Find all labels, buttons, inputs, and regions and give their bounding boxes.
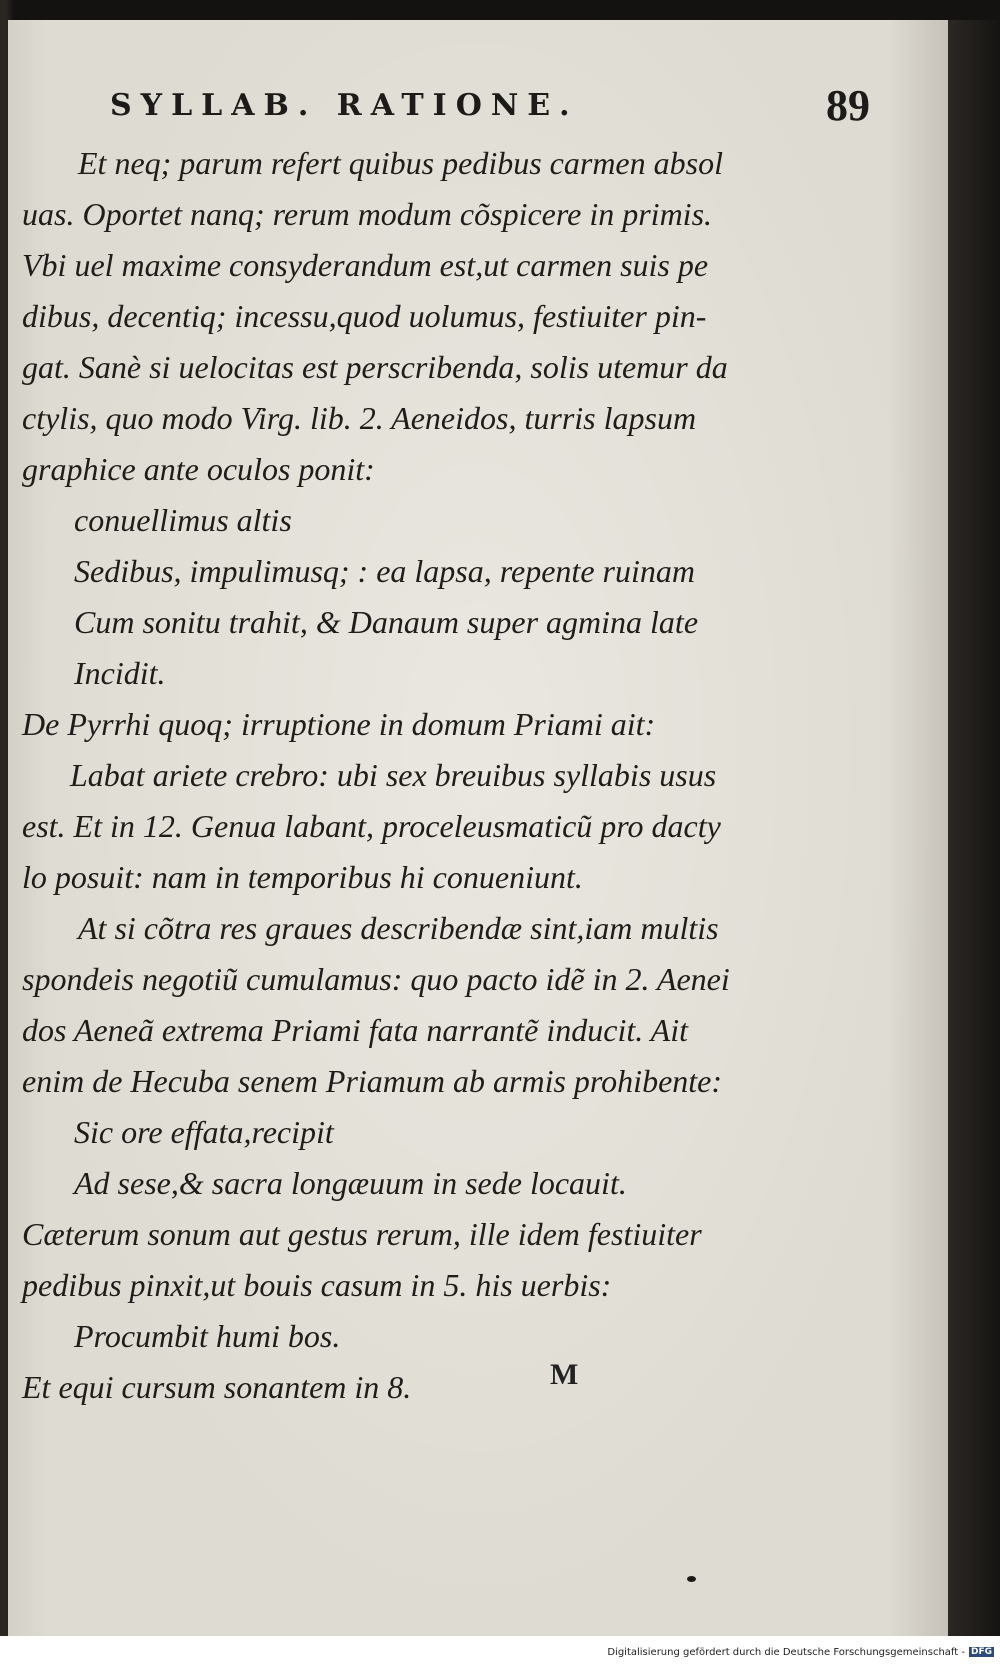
signature-mark: M [550, 1358, 579, 1391]
running-head: SYLLAB. RATIONE. [110, 88, 579, 123]
body-text [22, 138, 730, 1413]
book-edge [948, 20, 1000, 1636]
verse-line: Ad sese,& sacra longæuum in sede locauit. [74, 1165, 627, 1201]
text-line: est. Et in 12. Genua labant, proceleusmaticũ pro dacty [22, 808, 721, 844]
text-line: pedibus pinxit,ut bouis casum in 5. his uerbis: [22, 1267, 612, 1303]
digitization-credit [607, 1647, 994, 1658]
page-header [110, 80, 870, 140]
ink-speck [687, 1576, 696, 1582]
text-line: dibus, decentiq; incessu,quod uolumus, festiuiter pin- [22, 298, 707, 334]
text-line: Et neq; parum refert quibus pedibus carmen absol [78, 145, 723, 181]
text-line: At si cõtra res graues describendæ sint,iam multis [78, 910, 719, 946]
verse-line: Sic ore effata,recipit [74, 1114, 334, 1150]
text-line: De Pyrrhi quoq; irruptione in domum Priami ait: [22, 706, 656, 742]
verse-line: Procumbit humi bos. [74, 1318, 341, 1354]
page-number: 89 [826, 81, 870, 130]
text-line: spondeis negotiũ cumulamus: quo pacto idẽ in 2. Aenei [22, 961, 730, 997]
text-line: ctylis, quo modo Virg. lib. 2. Aeneidos, turris lapsum [22, 400, 697, 436]
verse-line: Sedibus, impulimusq; : ea lapsa, repente ruinam [74, 553, 695, 589]
text-line: uas. Oportet nanq; rerum modum cõspicere in primis. [22, 196, 713, 232]
text-line: Et equi cursum sonantem in 8. [22, 1369, 412, 1405]
credit-text: Digitalisierung gefördert durch die Deutsche Forschungsgemeinschaft - [607, 1647, 965, 1658]
text-line: dos Aeneã extrema Priami fata narrantẽ inducit. Ait [22, 1012, 688, 1048]
verse-line: Cum sonitu trahit, & Danaum super agmina late [74, 604, 699, 640]
text-line: enim de Hecuba senem Priamum ab armis prohibente: [22, 1063, 723, 1099]
text-line: Vbi uel maxime consyderandum est,ut carmen suis pe [22, 247, 709, 283]
text-line: Cæterum sonum aut gestus rerum, ille idem festiuiter [22, 1216, 702, 1252]
verse-line: Incidit. [74, 655, 166, 691]
dfg-logo: DFG [970, 1647, 992, 1657]
text-line: gat. Sanè si uelocitas est perscribenda, solis utemur da [22, 349, 728, 385]
text-line: Labat ariete crebro: ubi sex breuibus syllabis usus [70, 757, 717, 793]
text-line: graphice ante oculos ponit: [22, 451, 375, 487]
verse-line: conuellimus altis [74, 502, 292, 538]
text-line: lo posuit: nam in temporibus hi conueniunt. [22, 859, 583, 895]
